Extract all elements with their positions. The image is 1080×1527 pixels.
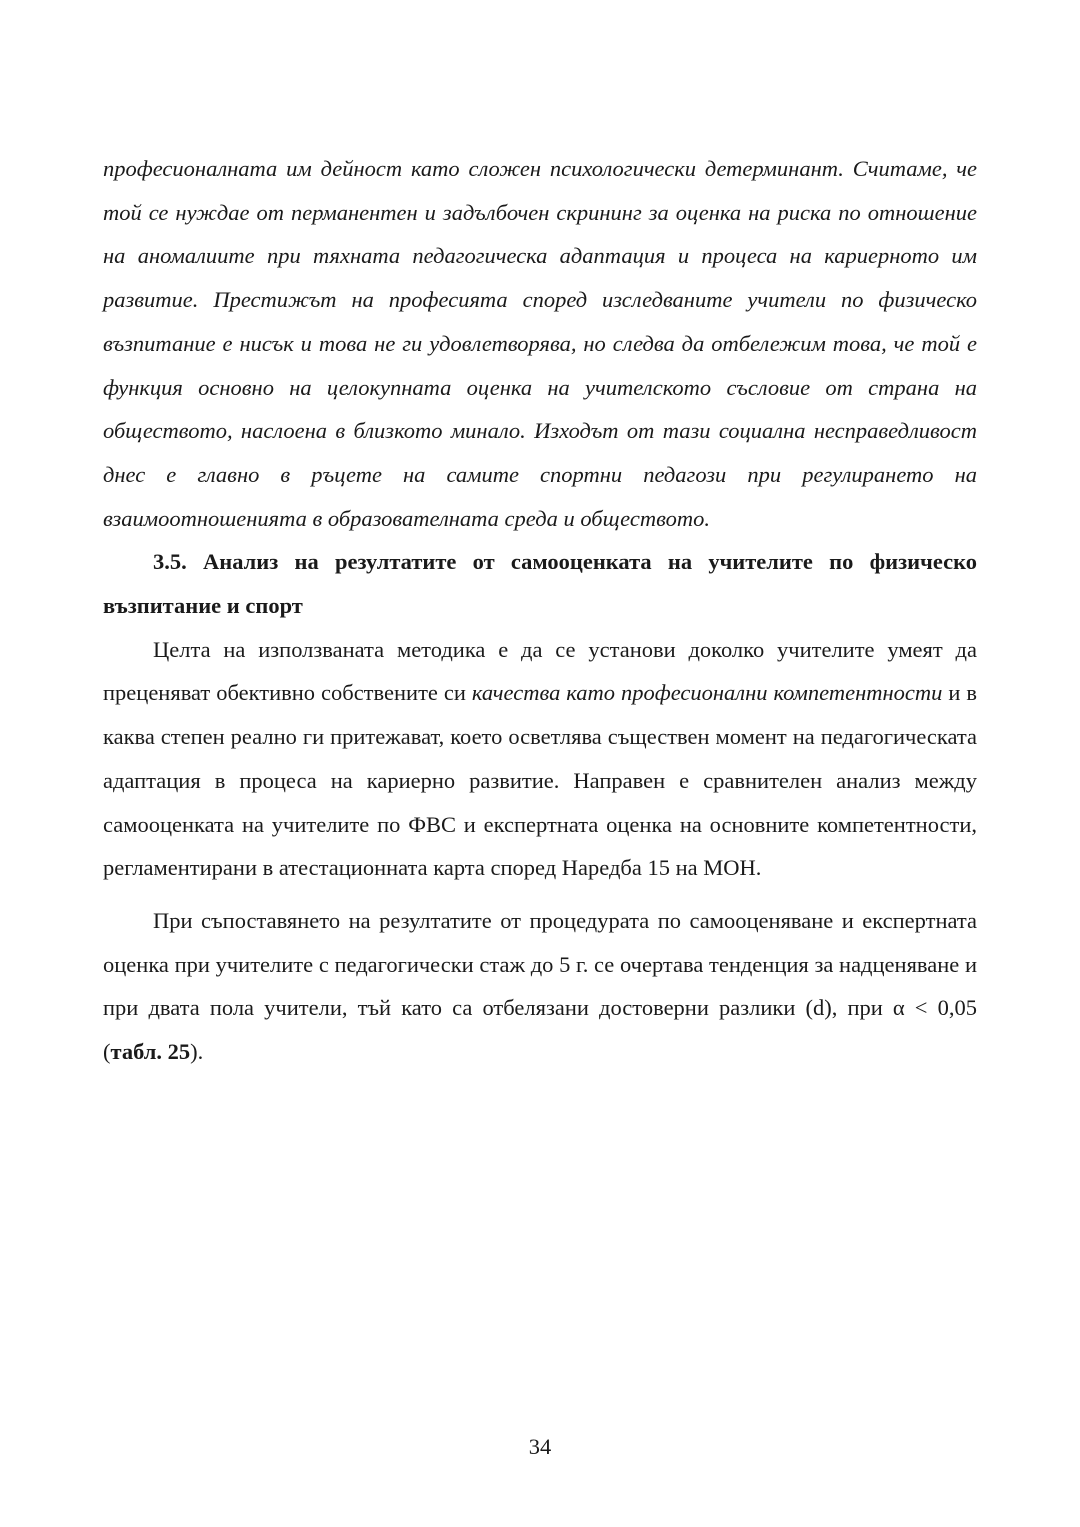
- paragraph-comparison-text-2: ).: [190, 1039, 204, 1065]
- table-reference: табл. 25: [110, 1039, 191, 1065]
- paragraph-methodology-text-2: и в каква степен реално ги притежават, което осветлява съществен момент на педагогическата адаптация в процеса на кариерно развитие. Направен е сравнителен анализ между самооценката на учителите по ФВС и експертната оценка на основните компетентности, регламентирани в атестационната карта според Наредба 15 на МОН.: [103, 680, 977, 881]
- page-body: [103, 147, 977, 1074]
- section-heading: 3.5. Анализ на резултатите от самооценката на учителите по физическо възпитание и спорт: [103, 549, 977, 619]
- paragraph-continuation: професионалната им дейност като сложен психологически детерминант. Считаме, че той се нуждае от перманентен и задълбочен скрининг за оценка на риска по отношение на аномалиите при тяхната педагогическа адаптация и процеса на кариерното им развитие. Престижът на професията според изследваните учители по физическо възпитание е нисък и това не ги удовлетворява, но следва да отбележим това, че той е функция основно на целокупната оценка на учителското съсловие от страна на обществото, наслоена в близкото минало. Изходът от тази социална несправедливост днес е главно в ръцете на самите спортни педагози при регулирането на взаимоотношенията в образователната среда и обществото.: [103, 156, 977, 531]
- paragraph-comparison: [103, 899, 977, 1074]
- paragraph-methodology-italic: качества като професионални компетентности: [471, 680, 943, 706]
- page-number: 34: [528, 1434, 552, 1459]
- paragraph-methodology-text-1: Целта на използваната методика е да се установи доколко учителите умеят да преценяват обективно собствените си: [103, 636, 977, 706]
- paragraph-methodology: [103, 628, 977, 890]
- paragraph-comparison-text-1: При съпоставянето на резултатите от процедурата по самооценяване и експертната оценка при учителите с педагогически стаж до 5 г. се очертава тенденция за надценяване и при двата пола учители, тъй като са отбелязани достоверни разлики (d), при α < 0,05 (: [103, 907, 977, 1065]
